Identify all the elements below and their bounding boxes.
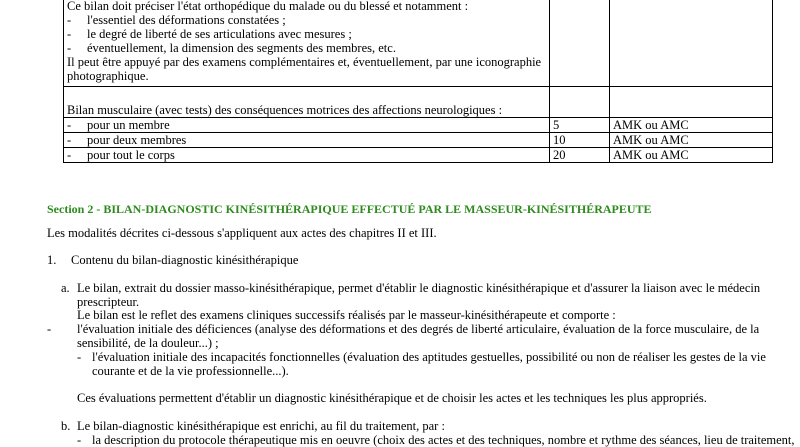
bullet-line: sensibilité, de la douleur...) ; [77,336,219,350]
list-item: - éventuellement, la dimension des segments des membres, etc. [67,41,396,55]
point-number: 1. [47,253,57,267]
item-label-b: b. [61,419,71,433]
row-coef: 5 [550,118,610,133]
row-label: pour un membre [87,118,170,132]
paragraph-line: Le bilan est le reflet des examens cliniques successifs réalisés par le masseur-kinésithérapeute et comporte : [77,308,616,322]
bullet-line: la description du protocole thérapeutique mis en oeuvre (choix des actes et des techniques, nombre et rythme des séances, lieu de traitement, [92,433,795,447]
row-label: pour tout le corps [87,148,175,162]
paragraph-line: prescripteur. [77,295,140,309]
bullet-dash: - [47,322,52,336]
row-key: AMK ou AMC [610,148,773,163]
cell-intro: Ce bilan doit préciser l'état orthopédique du malade ou du blessé et notamment : [67,0,469,13]
paragraph-line: Le bilan-diagnostic kinésithérapique est enrichi, au fil du traitement, par : [77,419,445,433]
list-item: - l'essentiel des déformations constatées ; [67,13,286,27]
row-coef: 20 [550,148,610,163]
row-key: AMK ou AMC [610,118,773,133]
bullet-line: l'évaluation initiale des déficiences (analyse des déformations et des degrés de liberté articulaire, évaluation de la force musculaire, de la [77,322,760,336]
table-row: - pour tout le corps 20 AMK ou AMC [64,148,773,163]
section-title: Section 2 - BILAN-DIAGNOSTIC KINÉSITHÉRAPIQUE EFFECTUÉ PAR LE MASSEUR-KINÉSITHÉRAPEUTE [47,202,652,216]
table-row [64,87,773,118]
cell-text: Bilan musculaire (avec tests) des conséquences motrices des affections neurologiques : [67,103,503,117]
paragraph-closing: Ces évaluations permettent d'établir un diagnostic kinésithérapique et de choisir les actes et les techniques les plus appropriés. [77,391,707,405]
bullet-dash: - [77,350,82,364]
paragraph-line: Le bilan, extrait du dossier masso-kinésithérapique, permet d'établir le diagnostic kinésithérapique et d'assurer la liaison avec le médecin [77,281,761,295]
cell-outro: Il peut être appuyé par des examens complémentaires et, éventuellement, par une iconographie [67,55,542,69]
cell-outro: photographique. [67,69,149,83]
table-row: - pour deux membres 10 AMK ou AMC [64,133,773,148]
muscle-bilan-cell [64,87,550,118]
section-intro: Les modalités décrites ci-dessous s'appliquent aux actes des chapitres II et III. [47,226,437,240]
row-label: pour deux membres [87,133,187,147]
point-title: Contenu du bilan-diagnostic kinésithérapique [71,253,299,267]
row-key: AMK ou AMC [610,133,773,148]
list-item: - le degré de liberté de ses articulations avec mesures ; [67,27,352,41]
orthopedic-bilan-cell [64,0,550,87]
bullet-line: courante et de la vie professionnelle...). [92,364,289,378]
row-coef: 10 [550,133,610,148]
table-row [64,0,773,87]
bullet-line: l'évaluation initiale des incapacités fonctionnelles (évaluation des aptitudes gestuelles, possibilité ou non de réaliser les gestes de la vie [92,350,766,364]
table-row: - pour un membre 5 AMK ou AMC [64,118,773,133]
item-label-a: a. [61,281,70,295]
bullet-dash: - [77,433,82,447]
acts-table [63,0,773,163]
